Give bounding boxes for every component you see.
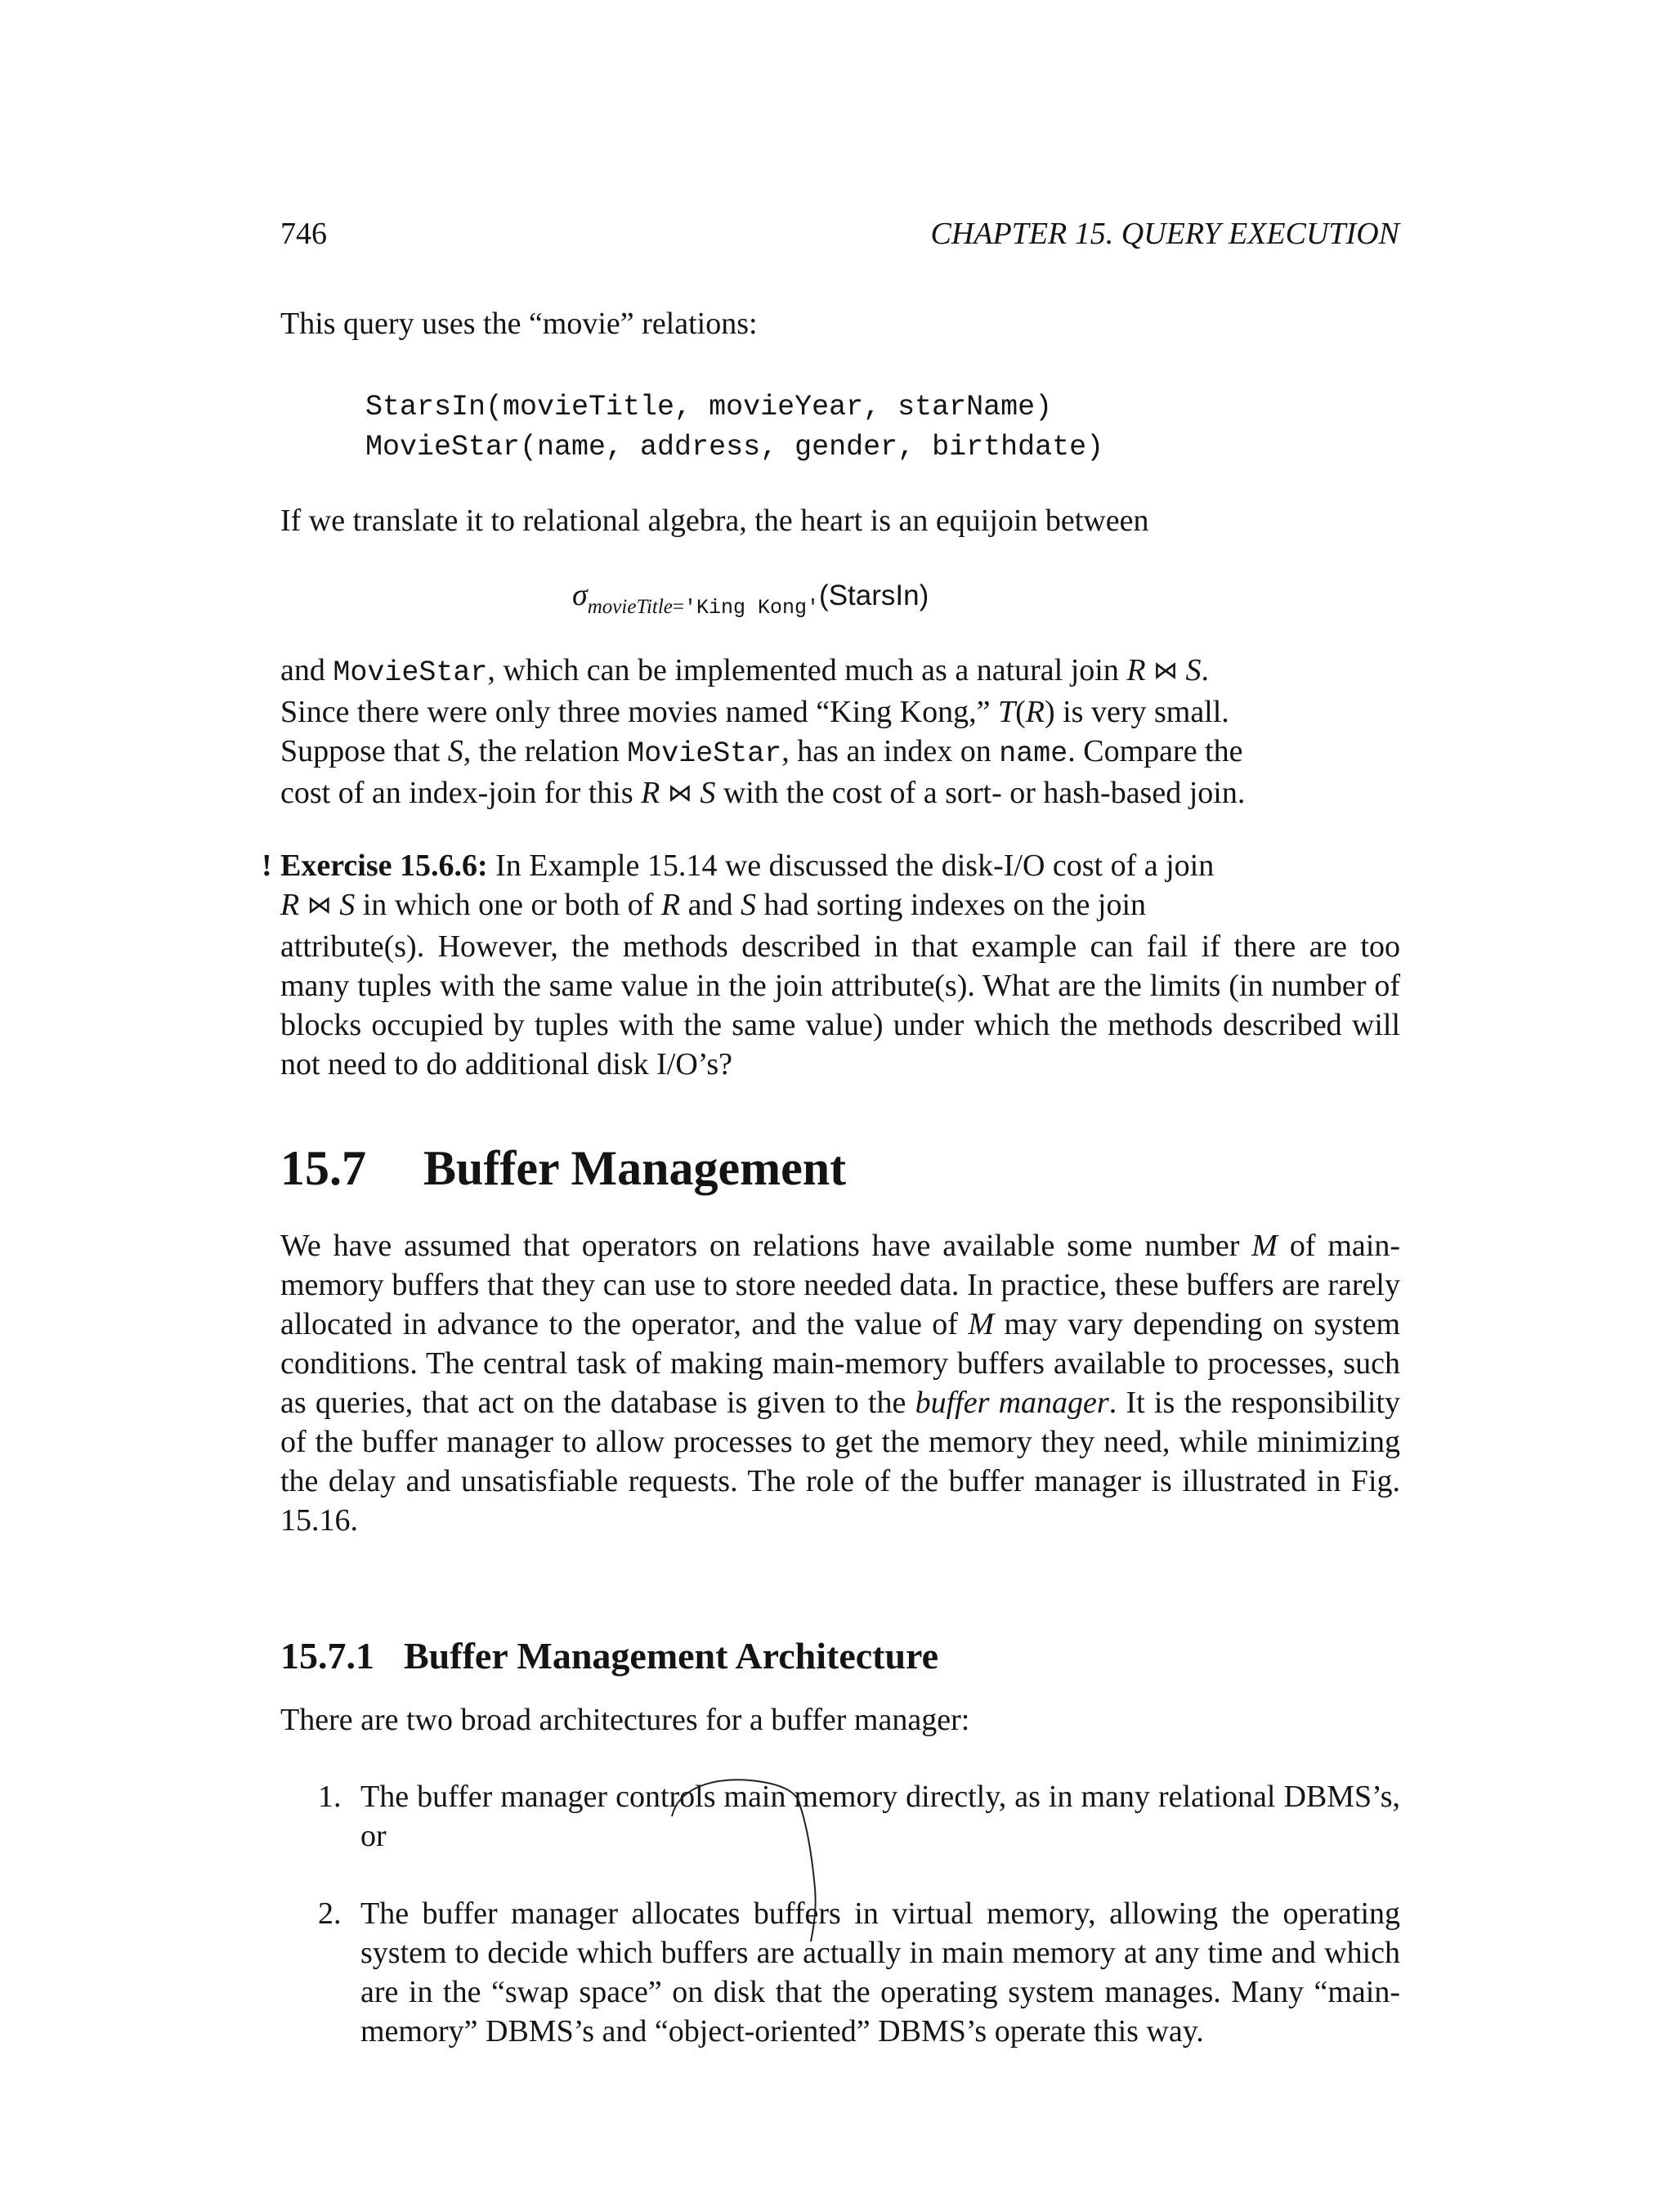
join-text-4: Since there were only three movies named “King Kong,”	[280, 695, 998, 729]
translate-line: If we translate it to relational algebra, the heart is an equijoin between	[280, 504, 1149, 538]
list-text-2: The buffer manager allocates buffers in virtual memory, allowing the operating system to decide which buffers are actually in main memory at any time and which are in the “swap space” on disk that the operating system manages. Many “main-memory” DBMS’s and “object-oriented” DBMS’s operate this way.	[360, 1896, 1400, 2049]
page-number: 746	[280, 217, 327, 251]
section-text-c: may vary depending on system conditions. The central task of making main-memory buffers available to processes, such as queries, that act on the database is given to the	[280, 1307, 1401, 1420]
exercise-text-b: in which one or both of	[355, 888, 661, 922]
section-number: 15.7	[280, 1141, 366, 1195]
section-text-a: We have assumed that operators on relations have available some number	[280, 1229, 1252, 1263]
exercise-join-symbol: ⋈	[307, 892, 332, 919]
join-line-1	[280, 651, 1400, 692]
join-line-3	[280, 732, 1400, 773]
selection-formula	[572, 575, 929, 620]
list-marker-2: 2.	[318, 1896, 342, 1931]
join-text-3: .	[1201, 653, 1210, 687]
section-text-b: of main-memory buffers that they can use to store needed data. In practice, these buffers are rarely allocated in advance to the operator, and the value of	[280, 1229, 1400, 1341]
exercise-line-2	[280, 885, 1400, 927]
join-paren: (	[1015, 695, 1026, 729]
formula-subscript-literal: 'King Kong'	[684, 596, 820, 620]
exercise-block	[280, 846, 1400, 1084]
join-paragraph	[280, 651, 1400, 815]
name-code: name	[999, 737, 1068, 770]
exercise-relation-r: R	[280, 888, 300, 922]
exercise-relation-s: S	[339, 888, 356, 922]
formula-subscript-name: movieTitle	[587, 596, 673, 618]
var-m: M	[1251, 1229, 1278, 1263]
join-text-5: ) is very small.	[1044, 695, 1229, 729]
section-heading	[280, 1139, 846, 1198]
formula-argument: (StarsIn)	[819, 580, 929, 611]
join-text-9: . Compare the	[1068, 734, 1243, 768]
section-paragraph	[280, 1226, 1400, 1540]
subsection-intro: There are two broad architectures for a buffer manager:	[280, 1703, 970, 1737]
buffer-manager-emph: buffer manager	[915, 1386, 1109, 1420]
list-marker-1: 1.	[318, 1780, 342, 1814]
var-m-2: M	[968, 1307, 995, 1341]
relation-s-2: S	[447, 734, 463, 768]
sigma-symbol: σ	[572, 578, 588, 612]
moviestar-code-2: MovieStar	[627, 737, 782, 770]
join-text-11: with the cost of a sort- or hash-based join.	[715, 776, 1246, 810]
exercise-body: attribute(s). However, the methods described in that example can fail if there are too many tuples with the same value in the join attribute(s). What are the limits (in number of blocks occupied by tuples with the same value) under which the methods described will not need to do additional disk I/O’s?	[280, 929, 1400, 1081]
intro-line: This query uses the “movie” relations:	[280, 307, 758, 341]
join-text-2: , which can be implemented much as a natural join	[487, 653, 1127, 687]
schema-starsin: StarsIn(movieTitle, movieYear, starName)	[365, 391, 1053, 423]
t-function: T	[997, 695, 1016, 729]
join-text-6: Suppose that	[280, 734, 448, 768]
subsection-number: 15.7.1	[280, 1635, 374, 1677]
join-text-7: , the relation	[463, 734, 628, 768]
formula-subscript-eq: =	[672, 596, 685, 618]
relation-r: R	[1126, 653, 1146, 687]
exercise-marker: !	[262, 849, 272, 883]
join-text-1: and	[280, 653, 333, 687]
join-line-4	[280, 773, 1400, 815]
join-line-2	[280, 692, 1400, 732]
join-text-8: , has an index on	[781, 734, 1000, 768]
exercise-label: Exercise 15.6.6:	[280, 849, 488, 883]
subsection-title: Buffer Management Architecture	[404, 1635, 939, 1677]
join-text-10: cost of an index-join for this	[280, 776, 642, 810]
schema-moviestar: MovieStar(name, address, gender, birthdate)	[365, 431, 1104, 463]
exercise-relation-s-2: S	[740, 888, 756, 922]
join-symbol: ⋈	[1153, 657, 1179, 684]
relation-s-3: S	[700, 776, 716, 810]
exercise-text-c: and	[680, 888, 741, 922]
schema-block	[365, 387, 1103, 468]
list-text-1: The buffer manager controls main memory directly, as in many relational DBMS’s, or	[360, 1780, 1400, 1853]
handwritten-mark	[621, 1766, 932, 1954]
relation-r-3: R	[641, 776, 660, 810]
exercise-relation-r-2: R	[660, 888, 681, 922]
exercise-line-1	[280, 846, 1400, 885]
subsection-heading	[280, 1633, 938, 1679]
moviestar-code: MovieStar	[333, 656, 488, 689]
relation-s: S	[1185, 653, 1202, 687]
section-text-d: . It is the responsibility of the buffer manager to allow processes to get the memory they need, while minimizing the delay and unsatisfiable requests. The role of the buffer manager is illustrated in Fig. 15.16.	[280, 1386, 1400, 1538]
exercise-text-d: had sorting indexes on the join	[755, 888, 1147, 922]
relation-r-2: R	[1025, 695, 1045, 729]
running-head: CHAPTER 15. QUERY EXECUTION	[930, 217, 1399, 251]
join-symbol-2: ⋈	[667, 780, 692, 807]
section-title: Buffer Management	[423, 1141, 847, 1195]
exercise-text-a: In Example 15.14 we discussed the disk-I/O cost of a join	[487, 849, 1215, 883]
